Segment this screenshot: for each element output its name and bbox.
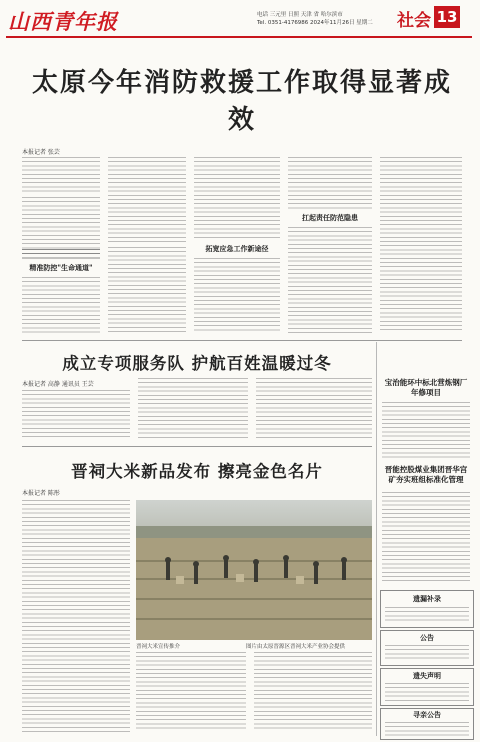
sidebar-news2-body: [382, 492, 470, 584]
lead-subhead-3: 扛起责任防范隐患: [302, 213, 358, 222]
lead-byline: 本报记者 张芸: [22, 149, 60, 156]
lead-col5-text: [380, 157, 462, 333]
page-number: 13: [436, 8, 458, 26]
lead-col2-text: [108, 157, 186, 245]
sidebar-news2-title: 晋能控股煤业集团晋华宫矿夯实班组标准化管理: [384, 465, 468, 484]
photo-caption-right: 图片由太原晋源区晋祠大米产业协会提供: [246, 644, 346, 650]
notice2-title: 公告: [420, 633, 434, 642]
story3-col3: [254, 652, 372, 732]
notice4-text: [385, 722, 469, 736]
story2-byline: 本报记者 高静 通讯员 王芸: [22, 381, 94, 388]
masthead-info-line1: 电话 三元里 日照 天津 省 哈尔滨市: [257, 12, 343, 18]
section-label: 社会: [397, 11, 431, 31]
logo-text: 山西青年报: [8, 9, 118, 34]
story2-headline: 成立专项服务队 护航百姓温暖过冬: [62, 354, 332, 373]
section-divider-1: [22, 340, 462, 341]
masthead-info-line2: Tel. 0351-4176986 2024年11月26日 星期二: [257, 20, 373, 26]
section-divider-2: [22, 446, 372, 447]
story2-col2: [138, 378, 248, 440]
notice-box-2: [380, 630, 474, 666]
notice3-title: 遗失声明: [413, 671, 441, 680]
page-number-badge: [434, 6, 460, 28]
story3-col2: [136, 652, 246, 732]
notice1-title: 遗漏补录: [413, 594, 441, 603]
lead-subhead-2: 拓宽应急工作新途径: [205, 244, 269, 253]
sidebar-divider: [376, 342, 377, 736]
story3-headline: 晋祠大米新品发布 擦亮金色名片: [71, 462, 323, 481]
sidebar-news1-title: 宝治能环中标北营炼钢厂年修项目: [384, 378, 468, 397]
lead-col4-text2: [288, 227, 372, 333]
lead-col2-text2: [108, 247, 186, 333]
lead-col3-text: [194, 157, 280, 239]
notice-box-4: [380, 708, 474, 740]
story2-body: [22, 390, 130, 440]
notice-box-3: [380, 668, 474, 706]
photo-graphic: [136, 500, 372, 640]
lead-col1-intro: [22, 157, 100, 195]
sidebar-news1-body: [382, 402, 470, 458]
masthead-rule: [6, 36, 472, 38]
story3-body: [22, 500, 130, 732]
lead-col4-text: [288, 157, 372, 209]
photo-caption-left: 晋祠大米宣传推介: [136, 644, 181, 650]
story3-byline: 本报记者 陈彤: [22, 490, 60, 497]
lead-col1-body2: [22, 277, 100, 333]
notice3-text: [385, 683, 469, 701]
notice-box-1: [380, 590, 474, 628]
notice2-text: [385, 645, 469, 661]
lead-col1-text2: [22, 197, 100, 249]
story2-col3: [256, 378, 372, 440]
masthead: [0, 0, 480, 50]
newspaper-logo: [8, 6, 148, 36]
lead-headline: 太原今年消防救援工作取得显著成效: [31, 68, 452, 135]
notice4-title: 寻亲公告: [413, 710, 441, 719]
lead-subhead-1: 精准防控"生命通道": [29, 263, 93, 272]
lead-col1-text3: [22, 249, 100, 260]
rice-field-photo: [136, 500, 372, 640]
lead-col3-text2: [194, 258, 280, 333]
notice1-text: [385, 607, 469, 623]
